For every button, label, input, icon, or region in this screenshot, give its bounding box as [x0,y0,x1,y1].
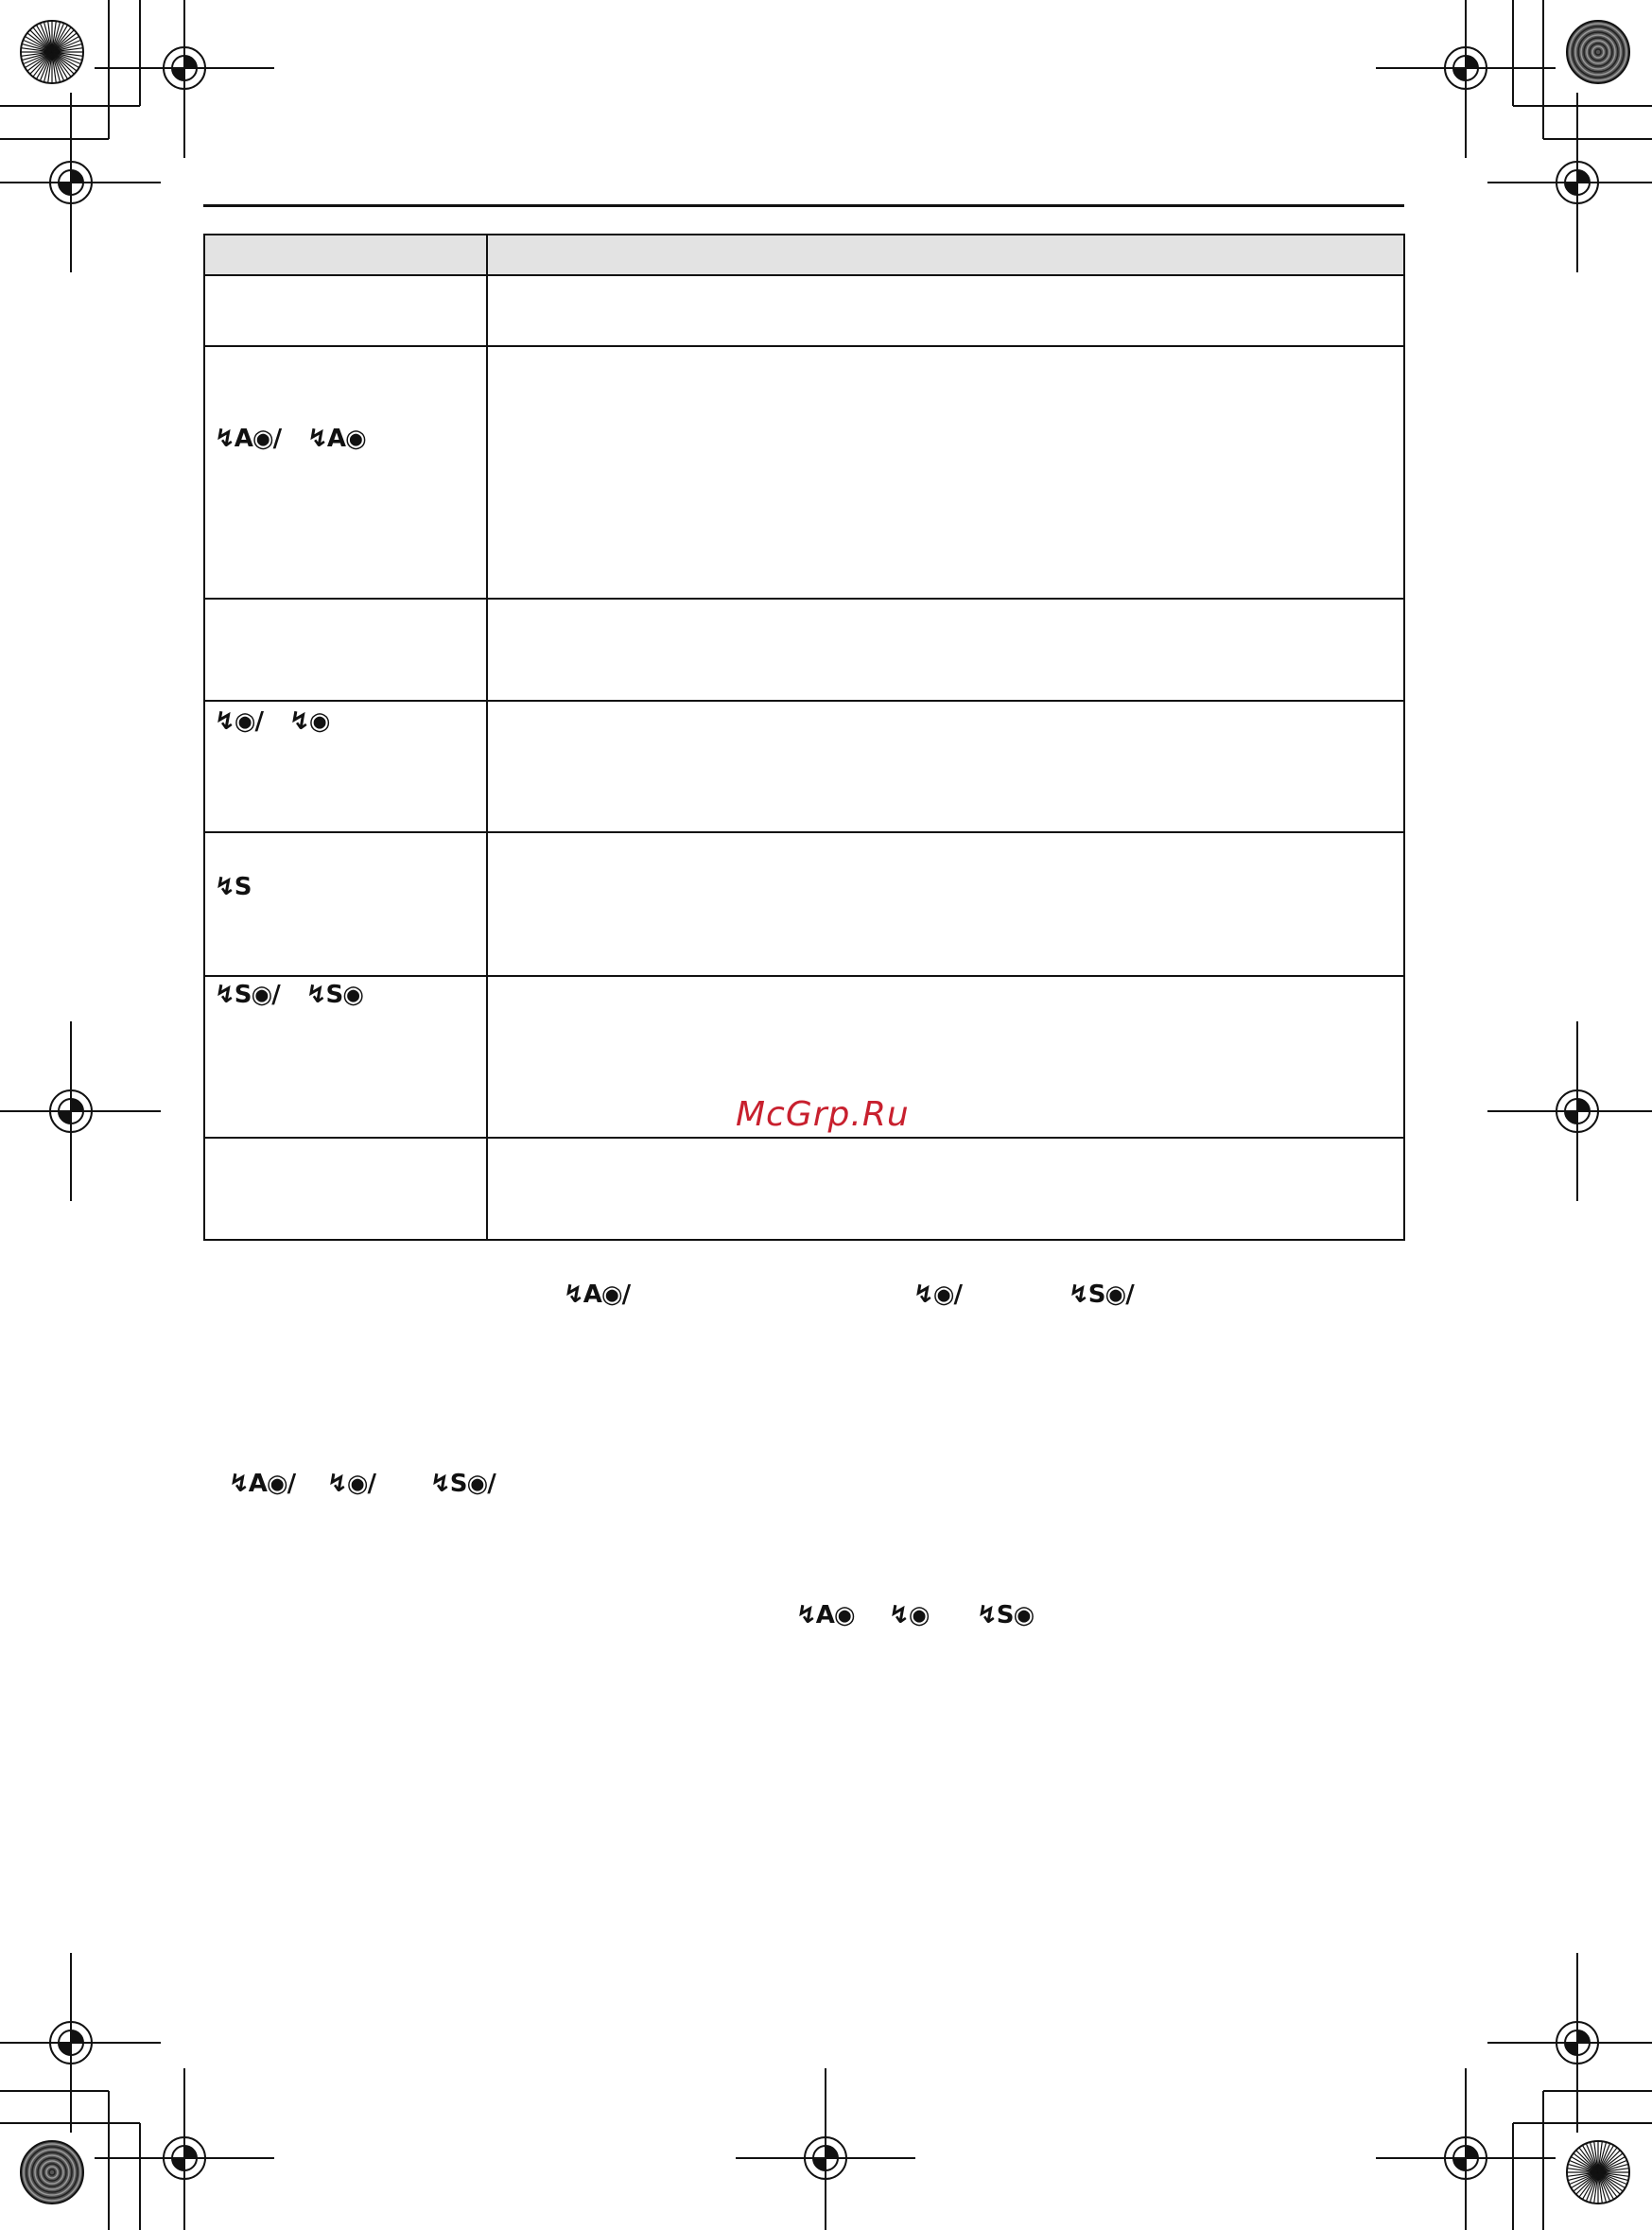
slow-sync-red-eye-fix-icon: ↯S◉∕ [430,1470,496,1498]
header-cell-description [487,235,1404,275]
symbol-text: ↯S [215,873,252,901]
row-cell-description [487,599,1404,701]
row-cell-mode [204,1138,487,1240]
row-cell-description [487,1138,1404,1240]
flash-on-red-eye-icon: ↯◉ [889,1601,930,1629]
slow-sync-red-eye-icon: ↯S◉ [977,1601,1035,1629]
symbol-text: ↯A◉∕ [215,425,282,453]
table-row [204,832,1404,976]
corner-target [1567,2141,1629,2204]
row-cell-description [487,832,1404,976]
header-rule [203,204,1404,207]
symbol-text: ↯A◉ [307,425,366,453]
row-cell-mode [204,275,487,346]
row-cell-mode [204,832,487,976]
symbol-text: ↯S◉ [305,981,363,1009]
corner-target [21,21,83,83]
flash-on-red-eye-fix-icon: ↯◉∕ [327,1470,375,1498]
table-row [204,701,1404,832]
table-row [204,346,1404,599]
table-row [204,275,1404,346]
row-cell-description [487,976,1404,1138]
watermark: McGrp.Ru [736,1095,910,1134]
row-cell-description [487,346,1404,599]
row-cell-mode [204,599,487,701]
slow-sync-red-eye-icon [215,981,363,1009]
corner-target [21,2141,83,2204]
symbol-text: ↯◉∕ [215,707,263,736]
flash-auto-red-eye-icon: ↯A◉ [796,1601,855,1629]
slow-sync-icon [215,873,252,901]
symbol-text: ↯S◉∕ [215,981,280,1009]
row-cell-description [487,275,1404,346]
row-cell-mode [204,346,487,599]
header-cell-mode [204,235,487,275]
table-row [204,1138,1404,1240]
row-cell-mode [204,701,487,832]
slow-sync-red-eye-fix-icon: ↯S◉∕ [1069,1281,1134,1309]
row-cell-description [487,701,1404,832]
symbol-text: ↯◉ [288,707,330,736]
flash-auto-red-eye-fix-icon: ↯A◉∕ [229,1470,296,1498]
flash-on-red-eye-fix-icon: ↯◉∕ [913,1281,962,1309]
table-header-row [204,235,1404,275]
table-row [204,599,1404,701]
flash-auto-red-eye-fix-icon: ↯A◉∕ [564,1281,631,1309]
flash-auto-red-eye-icon [215,425,366,453]
row-cell-mode [204,976,487,1138]
flash-on-red-eye-icon [215,707,329,736]
flash-mode-table [203,234,1405,1241]
corner-target [1567,21,1629,83]
